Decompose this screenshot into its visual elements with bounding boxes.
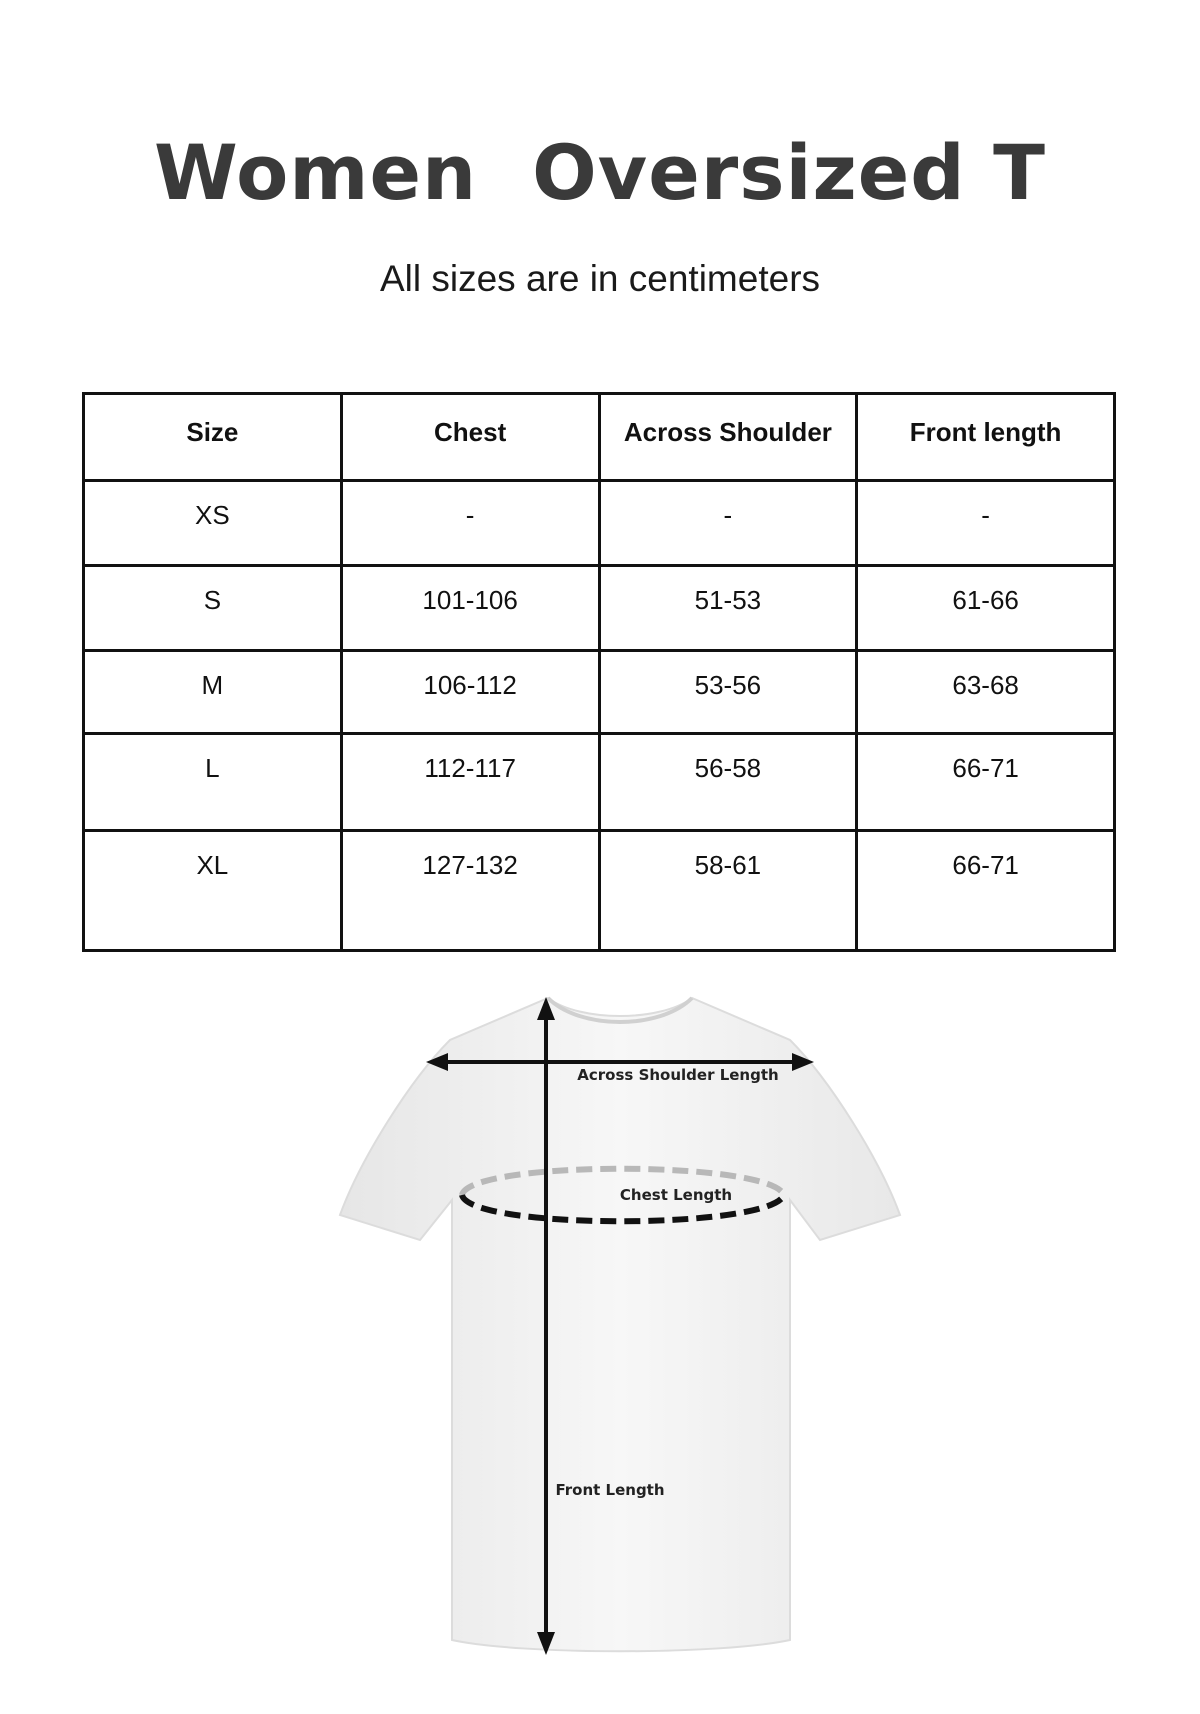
across-shoulder-label: Across Shoulder Length: [577, 1066, 779, 1084]
header-across-shoulder: Across Shoulder: [599, 394, 857, 481]
table-row: [84, 566, 1115, 651]
header-front-length: Front length: [857, 394, 1115, 481]
front-length-label: Front Length: [555, 1481, 665, 1499]
tshirt-measurement-diagram: [330, 985, 910, 1665]
chest-length-label: Chest Length: [619, 1186, 733, 1204]
cell-chest: 127-132: [341, 831, 599, 951]
cell-chest: 106-112: [341, 651, 599, 734]
header-size: Size: [84, 394, 342, 481]
page-subtitle: All sizes are in centimeters: [379, 258, 821, 299]
cell-chest: 101-106: [341, 566, 599, 651]
cell-size: S: [84, 566, 342, 651]
page-title: Women Oversized T: [153, 128, 1047, 217]
cell-across-shoulder: 53-56: [599, 651, 857, 734]
table-row: [84, 831, 1115, 951]
cell-front-length: -: [857, 481, 1115, 566]
size-table: [82, 392, 1116, 952]
cell-front-length: 63-68: [857, 651, 1115, 734]
table-row: [84, 734, 1115, 831]
cell-size: M: [84, 651, 342, 734]
cell-across-shoulder: -: [599, 481, 857, 566]
cell-size: XL: [84, 831, 342, 951]
tshirt-illustration: [340, 998, 900, 1651]
cell-across-shoulder: 56-58: [599, 734, 857, 831]
cell-across-shoulder: 51-53: [599, 566, 857, 651]
table-row: [84, 481, 1115, 566]
cell-across-shoulder: 58-61: [599, 831, 857, 951]
cell-chest: 112-117: [341, 734, 599, 831]
cell-front-length: 66-71: [857, 734, 1115, 831]
cell-chest: -: [341, 481, 599, 566]
cell-size: XS: [84, 481, 342, 566]
cell-size: L: [84, 734, 342, 831]
table-row: [84, 651, 1115, 734]
table-header-row: [84, 394, 1115, 481]
header-chest: Chest: [341, 394, 599, 481]
cell-front-length: 61-66: [857, 566, 1115, 651]
cell-front-length: 66-71: [857, 831, 1115, 951]
